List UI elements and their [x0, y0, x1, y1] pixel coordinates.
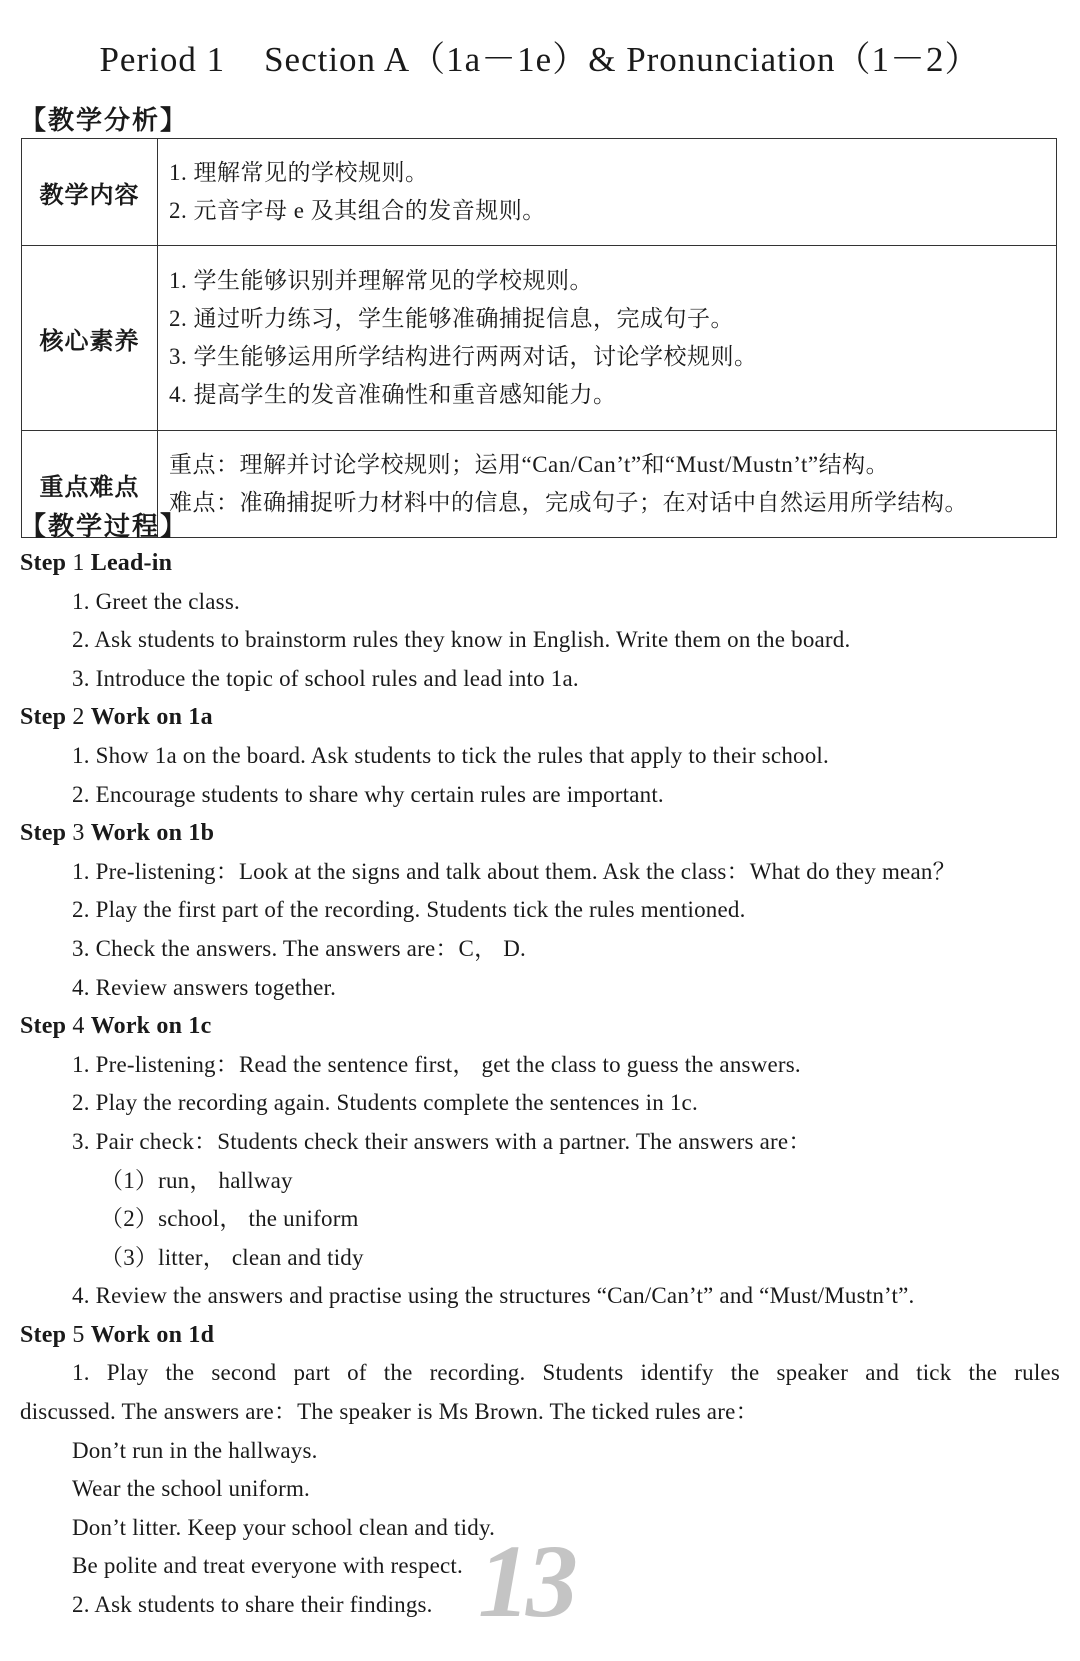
- step-label: Step: [20, 1321, 67, 1348]
- step-number: 2: [72, 704, 85, 731]
- content-line: 难点：准确捕捉听力材料中的信息，完成句子；在对话中自然运用所学结构。: [169, 490, 968, 515]
- step-item: 1. Show 1a on the board. Ask students to tick the rules that apply to their school.: [72, 742, 829, 768]
- step-item-continuation: discussed. The answers are：The speaker is Ms Brown. The ticked rules are：: [20, 1399, 759, 1425]
- content-line: 3. 学生能够运用所学结构进行两两对话，讨论学校规则。: [169, 344, 758, 369]
- step-item: 1. Pre-listening：Read the sentence first， get the class to guess the answers.: [72, 1051, 801, 1077]
- content-line: 1. 学生能够识别并理解常见的学校规则。: [169, 268, 593, 293]
- content-line: 4. 提高学生的发音准确性和重音感知能力。: [169, 382, 617, 407]
- step-item: 3. Check the answers. The answers are：C， D.: [72, 935, 527, 961]
- step-item: 2. Play the recording again. Students complete the sentences in 1c.: [72, 1090, 698, 1116]
- row-label: 重点难点: [22, 431, 158, 538]
- step-label: Step: [20, 550, 67, 576]
- process-body: [20, 544, 1060, 1625]
- step-item: 2. Ask students to share their findings.: [72, 1592, 433, 1618]
- analysis-heading: 【教学分析】: [20, 106, 189, 136]
- row-label: 教学内容: [22, 139, 158, 246]
- row-label: 核心素养: [22, 246, 158, 431]
- step-item: 1. Play the second part of the recording. Students identify the speaker and tick the rules: [72, 1360, 1060, 1386]
- content-line: 1. 理解常见的学校规则。: [169, 160, 429, 185]
- step-heading: [20, 1316, 1060, 1355]
- answer-item: （2）school， the uniform: [100, 1206, 359, 1232]
- step-label: Step: [20, 1013, 67, 1040]
- step-heading: [20, 814, 1060, 853]
- step-item: 2. Encourage students to share why certain rules are important.: [72, 781, 664, 807]
- step-title: Lead-in: [90, 550, 173, 576]
- step-title: Work on 1a: [90, 704, 213, 731]
- rule-item: Wear the school uniform.: [72, 1476, 310, 1502]
- rule-item: Don’t litter. Keep your school clean and tidy.: [72, 1514, 496, 1540]
- answer-item: （1）run， hallway: [100, 1167, 293, 1193]
- content-line: 2. 元音字母 e 及其组合的发音规则。: [169, 198, 546, 223]
- step-item: 3. Introduce the topic of school rules and lead into 1a.: [72, 665, 579, 691]
- analysis-table: [21, 138, 1057, 538]
- step-item: 4. Review answers together.: [72, 974, 337, 1000]
- analysis-row: [22, 246, 1057, 431]
- step-heading: [20, 698, 1060, 737]
- step-heading: [20, 1007, 1060, 1046]
- step-item: 2. Ask students to brainstorm rules they know in English. Write them on the board.: [72, 627, 851, 653]
- step-heading: [20, 544, 1060, 583]
- step-item: 1. Pre-listening：Look at the signs and talk about them. Ask the class：What do they mean？: [72, 858, 956, 884]
- step-item: 3. Pair check：Students check their answers with a partner. The answers are：: [72, 1128, 812, 1154]
- row-content: [158, 246, 1057, 431]
- page-title: Period 1 Section A（1a－1e）& Pronunciation（1－2）: [99, 40, 981, 79]
- step-title: Work on 1c: [90, 1013, 212, 1040]
- content-line: 重点：理解并讨论学校规则；运用“Can/Can’t”和“Must/Mustn’t”结构。: [169, 452, 890, 477]
- step-item: 1. Greet the class.: [72, 588, 240, 614]
- step-number: 5: [72, 1321, 85, 1348]
- rule-item: Don’t run in the hallways.: [72, 1437, 318, 1463]
- step-number: 4: [72, 1013, 85, 1040]
- page-number: 13: [478, 1524, 574, 1639]
- step-label: Step: [20, 820, 67, 847]
- analysis-row: [22, 139, 1057, 246]
- rule-item: Be polite and treat everyone with respect.: [72, 1553, 463, 1579]
- step-number: 1: [72, 550, 85, 576]
- step-item: 2. Play the first part of the recording. Students tick the rules mentioned.: [72, 897, 746, 923]
- step-label: Step: [20, 704, 67, 731]
- step-number: 3: [72, 820, 85, 847]
- step-item: 4. Review the answers and practise using the structures “Can/Can’t” and “Must/Mustn’t”.: [72, 1283, 915, 1309]
- row-content: [158, 431, 1057, 538]
- content-line: 2. 通过听力练习，学生能够准确捕捉信息，完成句子。: [169, 306, 734, 331]
- answer-item: （3）litter， clean and tidy: [100, 1244, 364, 1270]
- step-title: Work on 1b: [90, 820, 215, 847]
- row-content: [158, 139, 1057, 246]
- step-title: Work on 1d: [90, 1321, 215, 1348]
- process-heading: 【教学过程】: [20, 512, 189, 542]
